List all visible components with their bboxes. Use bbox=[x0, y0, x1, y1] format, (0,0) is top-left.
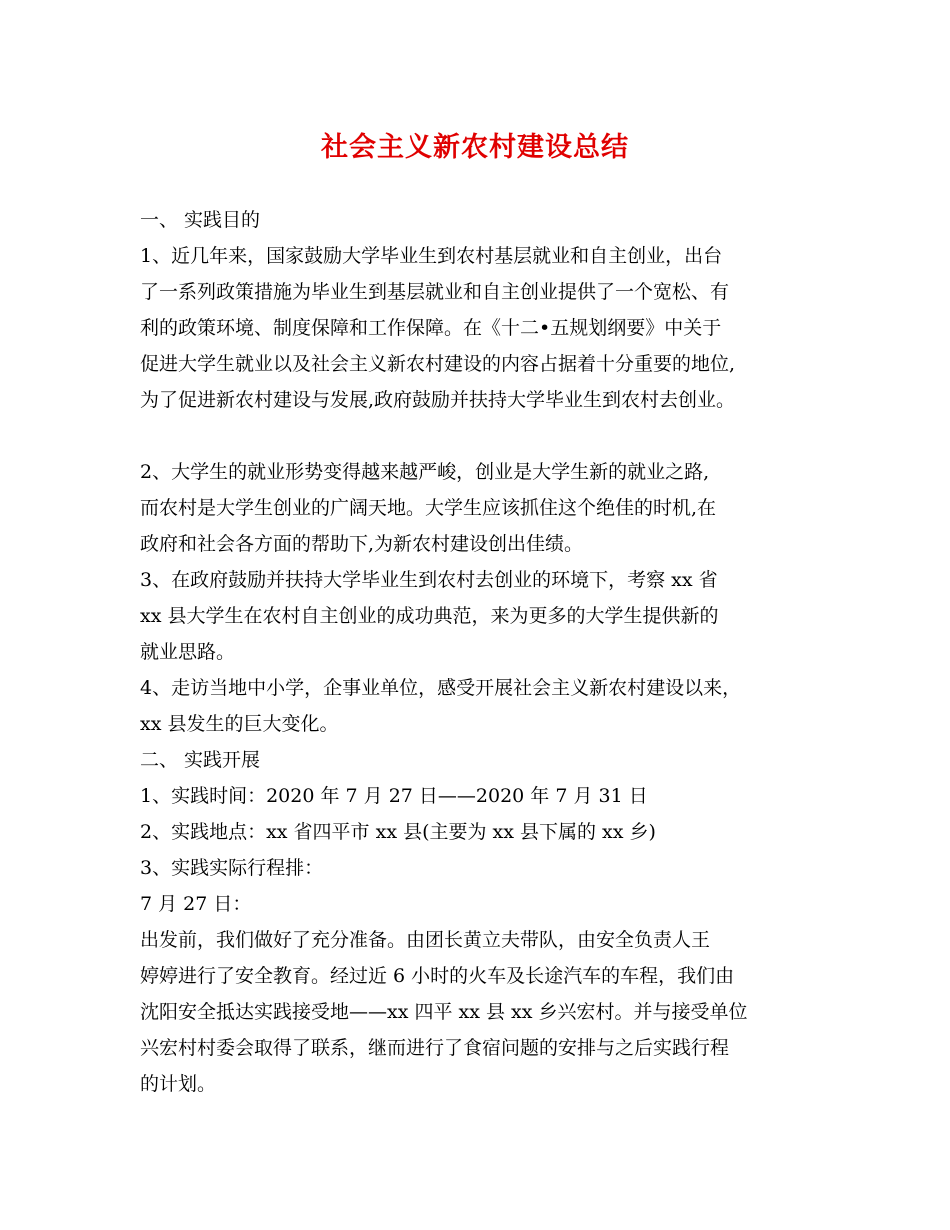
paragraph-line: 婷婷进行了安全教育。经过近 6 小时的火车及长途汽车的车程，我们由 bbox=[140, 965, 735, 987]
paragraph-line: 就业思路。 bbox=[140, 641, 236, 663]
document-title: 社会主义新农村建设总结 bbox=[321, 132, 629, 163]
paragraph-line: 3、实践实际行程排： bbox=[140, 857, 324, 879]
paragraph-line: 1、实践时间：2020 年 7 月 27 日——2020 年 7 月 31 日 bbox=[140, 785, 648, 807]
paragraph-line: 7 月 27 日： bbox=[140, 893, 252, 915]
blank-line bbox=[140, 418, 830, 454]
paragraph-line: 1、近几年来，国家鼓励大学毕业生到农村基层就业和自主创业，出台 bbox=[140, 245, 723, 267]
section-heading: 一、 实践目的 bbox=[140, 209, 261, 231]
paragraph-line: 了一系列政策措施为毕业生到基层就业和自主创业提供了一个宽松、有 bbox=[140, 281, 730, 303]
paragraph-line: 而农村是大学生创业的广阔天地。大学生应该抓住这个绝佳的时机,在 bbox=[140, 497, 717, 519]
document-body bbox=[140, 202, 830, 1102]
paragraph-line: xx 县大学生在农村自主创业的成功典范，来为更多的大学生提供新的 bbox=[140, 605, 719, 627]
paragraph-line: 促进大学生就业以及社会主义新农村建设的内容占据着十分重要的地位, bbox=[140, 353, 736, 375]
paragraph-line: 沈阳安全抵达实践接受地——xx 四平 xx 县 xx 乡兴宏村。并与接受单位 bbox=[140, 1001, 748, 1023]
paragraph-line: 2、实践地点：xx 省四平市 xx 县(主要为 xx 县下属的 xx 乡) bbox=[140, 821, 656, 843]
section-heading: 二、 实践开展 bbox=[140, 749, 261, 771]
paragraph-line: 4、走访当地中小学，企事业单位，感受开展社会主义新农村建设以来， bbox=[140, 677, 742, 699]
paragraph-line: 出发前，我们做好了充分准备。由团长黄立夫带队，由安全负责人王 bbox=[140, 929, 711, 951]
paragraph-line: xx 县发生的巨大变化。 bbox=[140, 713, 339, 735]
paragraph-line: 的计划。 bbox=[140, 1073, 217, 1095]
paragraph-line: 政府和社会各方面的帮助下,为新农村建设创出佳绩。 bbox=[140, 533, 584, 555]
paragraph-line: 2、大学生的就业形势变得越来越严峻，创业是大学生新的就业之路, bbox=[140, 461, 710, 483]
paragraph-line: 3、在政府鼓励并扶持大学毕业生到农村去创业的环境下，考察 xx 省 bbox=[140, 569, 718, 591]
paragraph-line: 利的政策环境、制度保障和工作保障。在《十二•五规划纲要》中关于 bbox=[140, 317, 722, 339]
paragraph-line: 兴宏村村委会取得了联系，继而进行了食宿问题的安排与之后实践行程 bbox=[140, 1037, 730, 1059]
paragraph-line: 为了促进新农村建设与发展,政府鼓励并扶持大学毕业生到农村去创业。 bbox=[140, 389, 736, 411]
